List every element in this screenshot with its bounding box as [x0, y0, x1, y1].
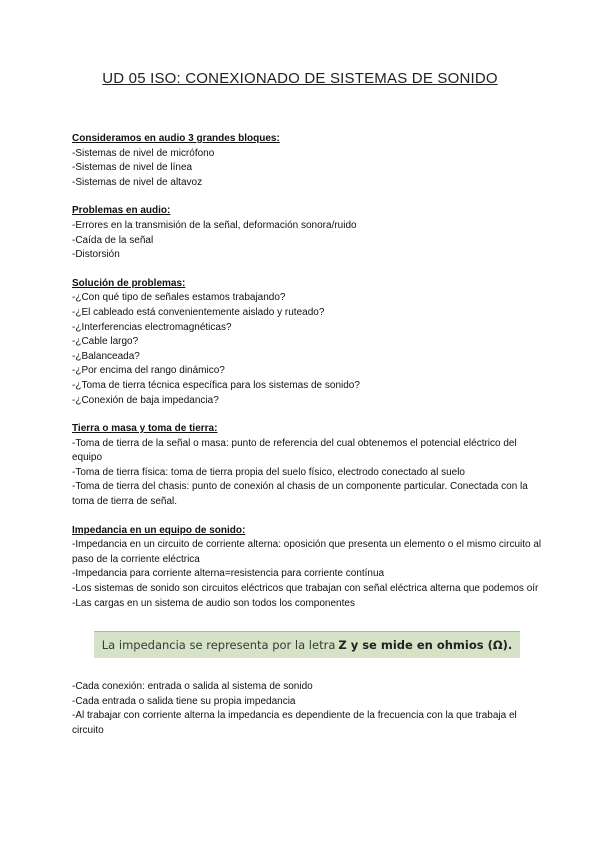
list-item: -Impedancia en un circuito de corriente alterna: oposición que presenta un elemento o el mismo circuito al paso de la corriente eléctrica: [72, 539, 542, 565]
section-final: [72, 680, 542, 738]
list-item: -Cada conexión: entrada o salida al sistema de sonido: [72, 681, 313, 693]
list-item: -¿Conexión de baja impedancia?: [72, 394, 219, 406]
highlight-text: La impedancia se representa por la letra: [101, 637, 336, 652]
list-item: -Sistemas de nivel de micrófono: [72, 147, 215, 159]
section-heading: Problemas en audio:: [72, 205, 171, 217]
list-item: -¿El cableado está convenientemente aislado y ruteado?: [72, 306, 325, 318]
list-item: -Sistemas de nivel de altavoz: [72, 176, 203, 188]
section-problemas: [72, 204, 542, 262]
section-heading: Impedancia en un equipo de sonido:: [72, 524, 246, 536]
list-item: -Los sistemas de sonido son circuitos eléctricos que trabajan con señal eléctrica alterna que podemos oír: [72, 583, 539, 595]
section-bloques: [72, 132, 542, 190]
section-solucion: [72, 277, 542, 408]
list-item: -Distorsión: [72, 249, 120, 261]
impedance-highlight-box: [94, 631, 520, 658]
list-item: -Cada entrada o salida tiene su propia impedancia: [72, 695, 296, 707]
list-item: -Impedancia para corriente alterna=resistencia para corriente contínua: [72, 568, 385, 580]
section-heading: Solución de problemas:: [72, 277, 186, 289]
list-item: -Toma de tierra física: toma de tierra propia del suelo físico, electrodo conectado al suelo: [72, 466, 465, 478]
list-item: -Sistemas de nivel de línea: [72, 162, 193, 174]
section-tierra: [72, 422, 542, 510]
section-impedancia: [72, 524, 542, 612]
list-item: -Toma de tierra de la señal o masa: punto de referencia del cual obtenemos el potencial eléctrico del equipo: [72, 437, 517, 464]
list-item: -Al trabajar con corriente alterna la impedancia es dependiente de la frecuencia con la que trabaja el circuito: [72, 710, 517, 736]
list-item: -¿Toma de tierra técnica específica para los sistemas de sonido?: [72, 379, 360, 391]
section-heading: Tierra o masa y toma de tierra:: [72, 423, 218, 435]
list-item: -Errores en la transmisión de la señal, deformación sonora/ruido: [72, 219, 357, 231]
list-item: -¿Con qué tipo de señales estamos trabajando?: [72, 292, 286, 304]
list-item: -¿Interferencias electromagnéticas?: [72, 321, 232, 333]
list-item: -¿Cable largo?: [72, 336, 139, 348]
section-heading: Consideramos en audio 3 grandes bloques:: [72, 133, 280, 144]
document-title: UD 05 ISO: CONEXIONADO DE SISTEMAS DE SONIDO: [102, 70, 498, 87]
list-item: -Toma de tierra del chasis: punto de conexión al chasis de un componente particular. Conectada con la toma de tierra de señal.: [72, 481, 528, 508]
document-body: [72, 132, 542, 753]
list-item: -Las cargas en un sistema de audio son todos los componentes: [72, 597, 355, 609]
list-item: -¿Por encima del rango dinámico?: [72, 365, 225, 377]
list-item: -¿Balanceada?: [72, 350, 140, 362]
highlight-bold-text: Z y se mide en ohmios (Ω).: [338, 637, 513, 652]
list-item: -Caída de la señal: [72, 234, 154, 246]
